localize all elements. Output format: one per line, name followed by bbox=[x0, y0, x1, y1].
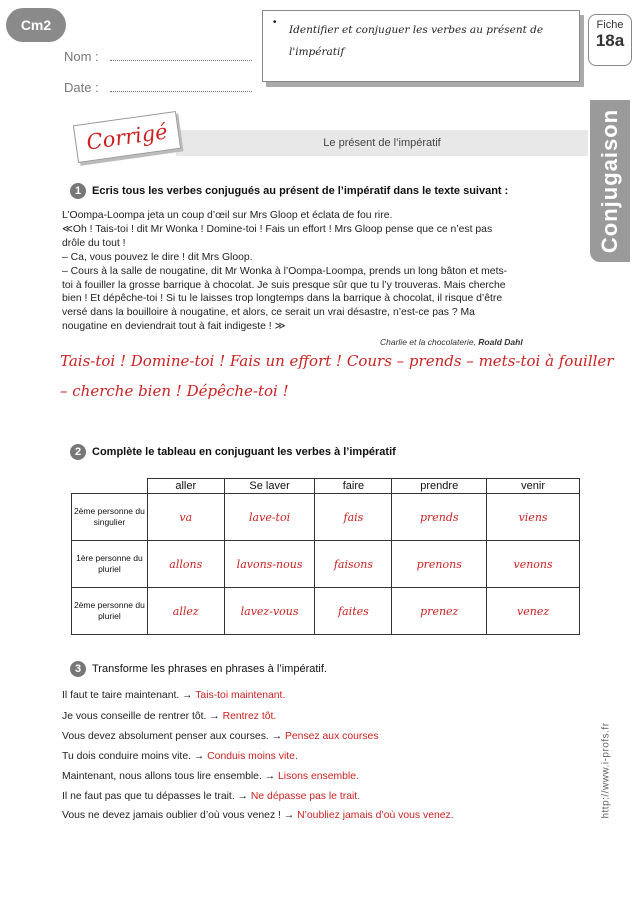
column-header: aller bbox=[147, 479, 224, 494]
corrige-stamp bbox=[73, 111, 181, 163]
lesson-title: Le présent de l’impératif bbox=[176, 130, 588, 156]
exercise2-instruction: Complète le tableau en conjuguant les verbes à l’impératif bbox=[92, 446, 396, 458]
answer: Pensez aux courses bbox=[284, 731, 379, 742]
text-line: toi à fouiller la grosse barrique à chocolat. Je suis presque sûr que tu l’y trouveras. Mais cherche bbox=[62, 279, 506, 291]
sentence: Maintenant, nous allons tous lire ensemble. bbox=[62, 771, 262, 782]
exercise3-item bbox=[62, 751, 298, 762]
answer: Rentrez tôt. bbox=[222, 711, 277, 722]
person-cell: 1ère personne du pluriel bbox=[72, 541, 148, 588]
answer-cell: venez bbox=[487, 588, 580, 635]
sentence: Vous devez absolument penser aux courses. bbox=[62, 731, 269, 742]
site-url-wrap bbox=[598, 700, 614, 840]
exercise2-number: 2 bbox=[70, 444, 86, 460]
answer-cell: va bbox=[147, 494, 224, 541]
exercise1-number: 1 bbox=[70, 183, 86, 199]
date-field bbox=[110, 91, 252, 92]
column-header: faire bbox=[315, 479, 392, 494]
bullet-icon: • bbox=[273, 17, 277, 28]
answer-cell: viens bbox=[487, 494, 580, 541]
exercise3-item bbox=[62, 791, 360, 802]
answer-cell: prends bbox=[392, 494, 487, 541]
sentence: Il faut te taire maintenant. bbox=[62, 690, 180, 701]
answer: Tais-toi maintenant. bbox=[195, 690, 286, 701]
table-row bbox=[72, 541, 580, 588]
exercise3-item bbox=[62, 731, 379, 742]
column-header: venir bbox=[487, 479, 580, 494]
text-line: bien ! Et dépêche-toi ! Si tu le laisses trop longtemps dans la barrique à chocolat, il risque d’être bbox=[62, 293, 503, 305]
answer-cell: prenez bbox=[392, 588, 487, 635]
exercise1-text bbox=[62, 209, 582, 334]
answer-cell: lave-toi bbox=[224, 494, 315, 541]
arrow-icon: → bbox=[182, 690, 193, 701]
text-source bbox=[380, 337, 523, 347]
exercise1-instruction: Ecris tous les verbes conjugués au présent de l’impératif dans le texte suivant : bbox=[92, 185, 509, 197]
arrow-icon: → bbox=[209, 711, 220, 722]
objective-box bbox=[262, 10, 580, 82]
text-line: nougatine en deviendrait tout à fait indigeste ! ≫ bbox=[62, 321, 286, 333]
arrow-icon: → bbox=[264, 771, 276, 782]
exercise3-number: 3 bbox=[70, 661, 86, 677]
answer-cell: allez bbox=[147, 588, 224, 635]
exercise3-instruction: Transforme les phrases en phrases à l’impératif. bbox=[92, 663, 327, 675]
fiche-label: Fiche bbox=[596, 19, 624, 31]
date-label: Date : bbox=[64, 80, 99, 95]
answer-cell: lavez-vous bbox=[224, 588, 315, 635]
answer-cell: prenons bbox=[392, 541, 487, 588]
site-url[interactable]: http://www.i-profs.fr bbox=[600, 721, 612, 819]
table-row bbox=[72, 494, 580, 541]
sentence: Il ne faut pas que tu dépasses le trait. bbox=[62, 791, 235, 802]
answer: Lisons ensemble. bbox=[278, 771, 359, 782]
arrow-icon: → bbox=[271, 731, 283, 742]
answer-cell: fais bbox=[315, 494, 392, 541]
name-label: Nom : bbox=[64, 49, 99, 64]
table-row bbox=[72, 588, 580, 635]
table-header-row bbox=[72, 479, 580, 494]
column-header: Se laver bbox=[224, 479, 315, 494]
answer-cell: venons bbox=[487, 541, 580, 588]
subject-label-wrap bbox=[590, 100, 630, 262]
person-cell: 2ème personne du singulier bbox=[72, 494, 148, 541]
fiche-number: 18a bbox=[595, 31, 625, 50]
table-corner bbox=[72, 479, 148, 494]
person-cell: 2ème personne du pluriel bbox=[72, 588, 148, 635]
answer-cell: faites bbox=[315, 588, 392, 635]
fiche-tab bbox=[588, 14, 632, 66]
source-title: Charlie et la chocolaterie, bbox=[380, 337, 476, 347]
subject-label: Conjugaison bbox=[597, 108, 622, 254]
text-line: drôle du tout ! bbox=[62, 237, 126, 249]
exercise3-item bbox=[62, 771, 359, 782]
answer-cell: faisons bbox=[315, 541, 392, 588]
arrow-icon: → bbox=[193, 751, 205, 762]
answer: Ne dépasse pas le trait. bbox=[250, 791, 361, 802]
corrige-text: Corrigé bbox=[85, 119, 169, 155]
name-field bbox=[110, 60, 252, 61]
exercise3-item bbox=[62, 711, 276, 722]
exercise1-answer-line2: – cherche bien ! Dépêche-toi ! bbox=[60, 382, 289, 400]
sentence: Tu dois conduire moins vite. bbox=[62, 751, 191, 762]
source-author: Roald Dahl bbox=[478, 337, 523, 347]
objective-text: Identifier et conjuguer les verbes au présent de l'impératif bbox=[289, 24, 544, 58]
sentence: Vous ne devez jamais oublier d’où vous venez ! bbox=[62, 810, 281, 821]
text-line: – Ca, vous pouvez le dire ! dit Mrs Gloop. bbox=[62, 251, 253, 263]
exercise1-answer-line1: Tais-toi ! Domine-toi ! Fais un effort ! Cours – prends – mets-toi à fouiller bbox=[60, 352, 614, 370]
column-header: prendre bbox=[392, 479, 487, 494]
exercise3-item bbox=[62, 810, 454, 821]
exercise3-item bbox=[62, 690, 285, 701]
sentence: Je vous conseille de rentrer tôt. bbox=[62, 711, 207, 722]
text-line: ≪Oh ! Tais-toi ! dit Mr Wonka ! Domine-toi ! Fais un effort ! Mrs Gloop pense que ce n’est pas bbox=[62, 223, 493, 235]
arrow-icon: → bbox=[283, 810, 295, 821]
answer-cell: lavons-nous bbox=[224, 541, 315, 588]
text-line: L’Oompa-Loompa jeta un coup d’œil sur Mrs Gloop et éclata de fou rire. bbox=[62, 210, 393, 221]
arrow-icon: → bbox=[237, 791, 248, 802]
conjugation-table bbox=[71, 478, 580, 635]
text-line: – Cours à la salle de nougatine, dit Mr Wonka à l’Oompa-Loompa, prends un long bâton et mets- bbox=[62, 265, 508, 277]
text-line: versé dans la bouilloire à nougatine, et alors, ce serait un vrai désastre, n’est-ce pas ? Ma bbox=[62, 307, 475, 319]
answer: Conduis moins vite. bbox=[207, 751, 298, 762]
answer: N’oubliez jamais d’où vous venez. bbox=[297, 810, 454, 821]
answer-cell: allons bbox=[147, 541, 224, 588]
level-badge: Cm2 bbox=[6, 8, 66, 42]
